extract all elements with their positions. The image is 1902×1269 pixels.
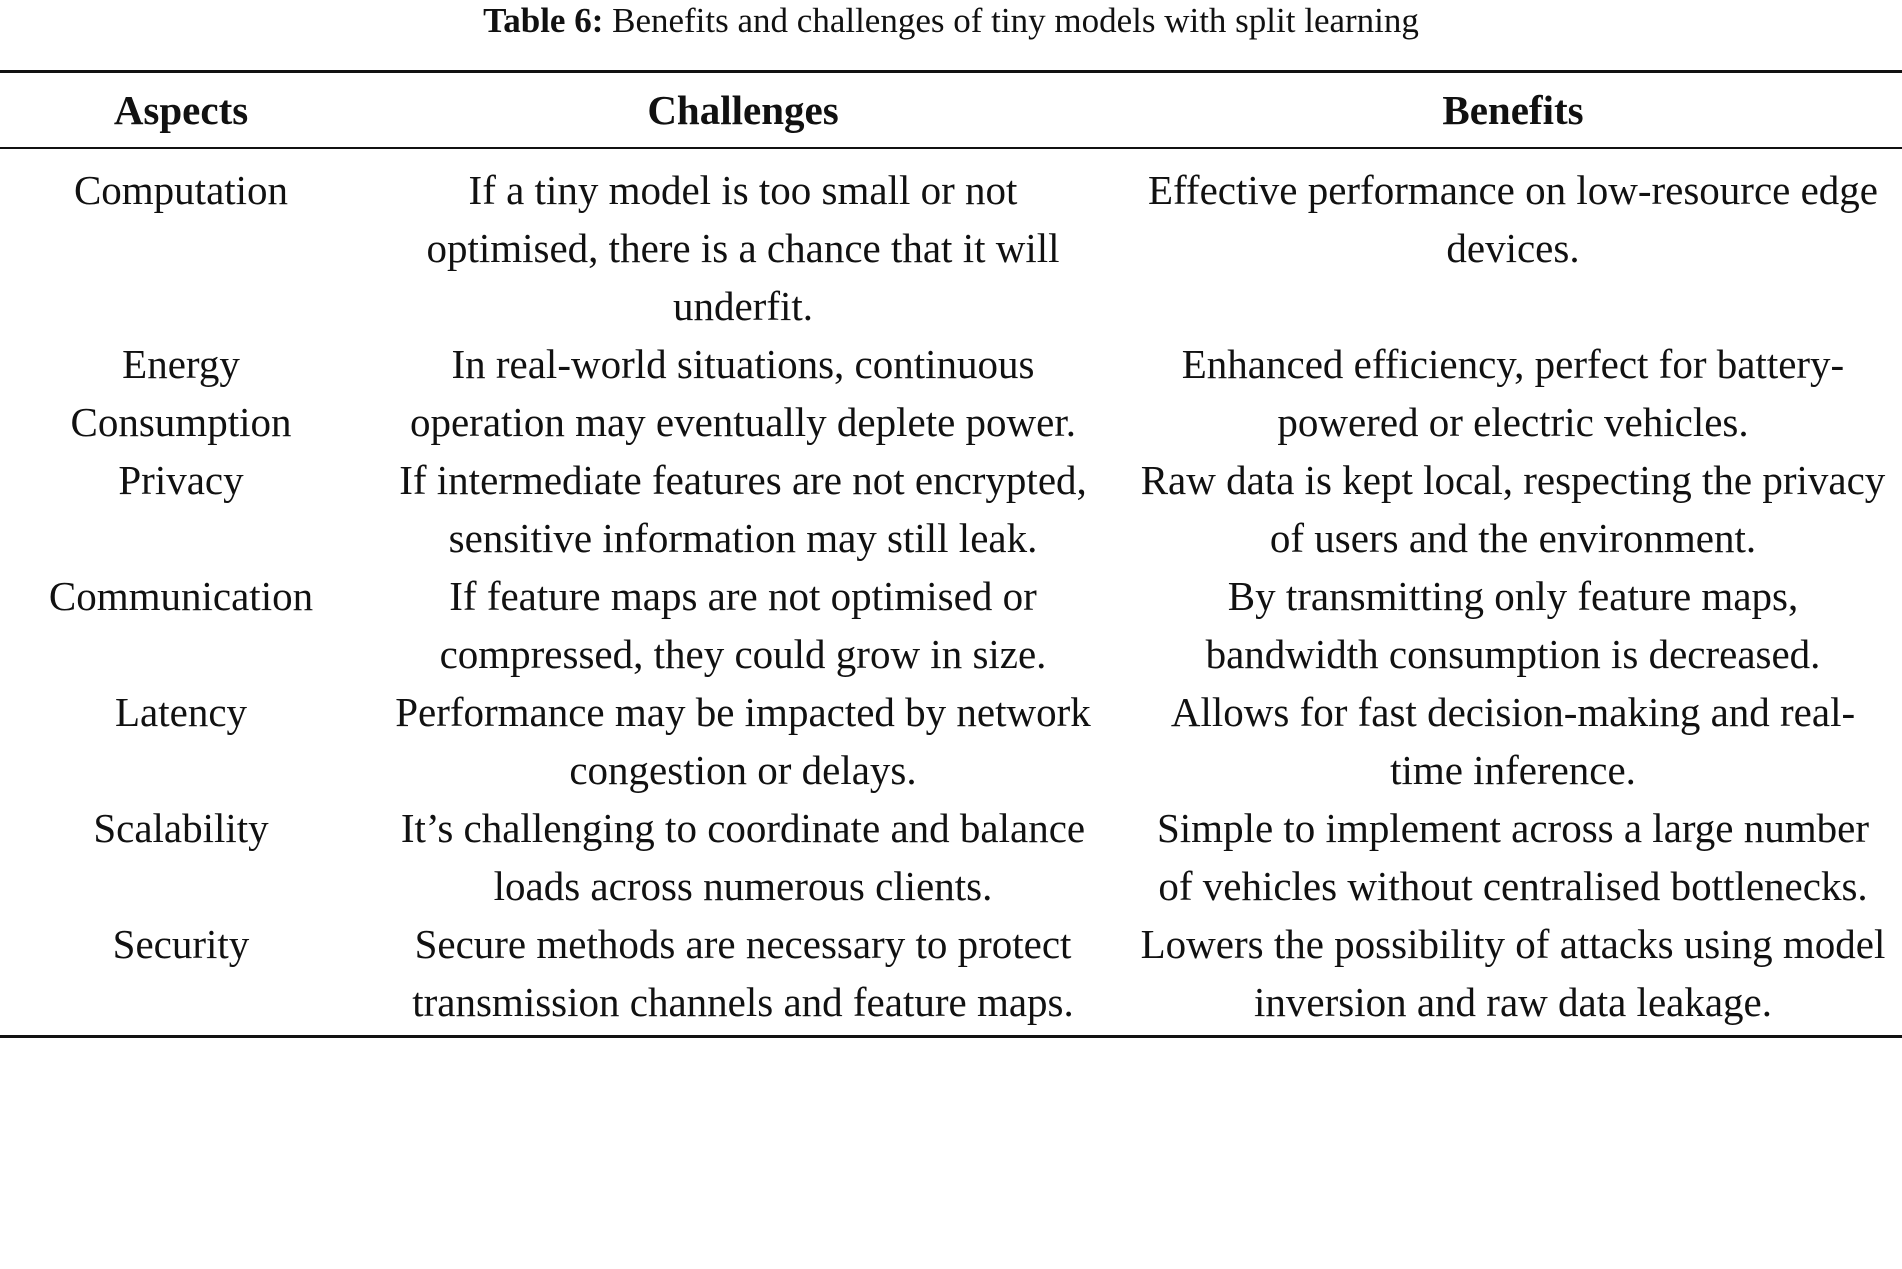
table-row: [0, 451, 1902, 567]
benefit-cell: Enhanced efficiency, perfect for battery-powered or electric vehicles.: [1181, 341, 1845, 445]
benefit-cell: By transmitting only feature maps, bandwidth consumption is decreased.: [1205, 573, 1821, 677]
aspect-cell: Communication: [48, 573, 314, 619]
challenge-cell: Secure methods are necessary to protect transmission channels and feature maps.: [412, 921, 1074, 1025]
benefit-cell: Simple to implement across a large number of vehicles without centralised bottlenecks.: [1156, 805, 1869, 909]
aspect-cell: Latency: [114, 689, 248, 735]
challenge-cell: Performance may be impacted by network congestion or delays.: [395, 689, 1091, 793]
table-row: [0, 335, 1902, 451]
challenge-cell: It’s challenging to coordinate and balance loads across numerous clients.: [400, 805, 1086, 909]
aspect-cell: Scalability: [93, 805, 269, 851]
header-benefits: Benefits: [1442, 87, 1584, 133]
table-header-row: [0, 72, 1902, 149]
header-challenges: Challenges: [647, 87, 839, 133]
table-row: [0, 915, 1902, 1037]
caption-text: Benefits and challenges of tiny models with split learning: [603, 1, 1419, 40]
table-row: [0, 148, 1902, 335]
caption-label: Table 6:: [483, 1, 604, 40]
benefit-cell: Allows for fast decision-making and real-time inference.: [1170, 689, 1856, 793]
challenge-cell: If a tiny model is too small or not optimised, there is a chance that it will underfit.: [426, 167, 1060, 329]
benefit-cell: Raw data is kept local, respecting the privacy of users and the environment.: [1140, 457, 1886, 561]
aspect-cell: Privacy: [118, 457, 244, 503]
challenge-cell: If intermediate features are not encrypted, sensitive information may still leak.: [399, 457, 1087, 561]
challenge-cell: In real-world situations, continuous operation may eventually deplete power.: [409, 341, 1076, 445]
table-caption: [0, 0, 1902, 46]
table-row: [0, 683, 1902, 799]
header-aspects: Aspects: [113, 87, 249, 133]
benefit-cell: Lowers the possibility of attacks using model inversion and raw data leakage.: [1140, 921, 1886, 1025]
table-row: [0, 567, 1902, 683]
challenge-cell: If feature maps are not optimised or compressed, they could grow in size.: [439, 573, 1047, 677]
aspect-cell: Computation: [73, 167, 289, 213]
benefit-cell: Effective performance on low-resource edge devices.: [1147, 167, 1879, 271]
aspect-cell: Energy Consumption: [70, 341, 292, 445]
aspect-cell: Security: [112, 921, 250, 967]
benefits-challenges-table: [0, 70, 1902, 1038]
table-container: [0, 70, 1902, 1038]
table-row: [0, 799, 1902, 915]
